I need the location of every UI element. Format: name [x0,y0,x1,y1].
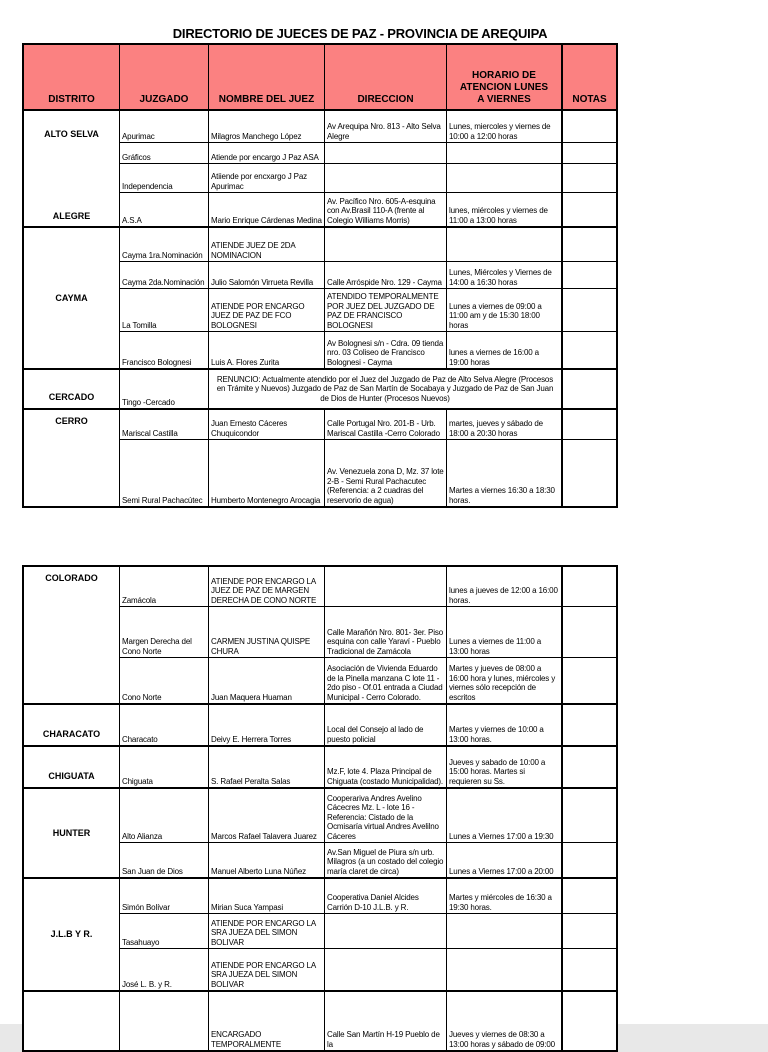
juzgado-cell-text: Apurimac [122,131,155,141]
horario-cell-text: Jueves y sabado de 10:00 a 15:00 horas. Martes si requieren su Ss. [449,757,546,786]
table-row [120,111,616,143]
direccion-cell [325,949,447,990]
horario-cell-text: Martes y miércoles de 16:30 a 19:30 horas. [449,893,552,912]
direccion-cell [325,705,447,745]
juzgado-cell-text: A.S.A [122,215,142,225]
notas-cell [562,111,616,142]
table-row [120,705,616,745]
juzgado-cell-text: Chiguata [122,776,153,786]
horario-cell-text: Martes y viernes de 10:00 a 13:00 horas. [449,725,544,744]
table-block-2 [22,565,618,1052]
direccion-cell-text: Local del Consejo al lado de puesto policial [327,725,424,744]
table-row [120,789,616,843]
horario-cell-text: Lunes, Miércoles y Viernes de 14:00 a 16:30 horas [449,268,552,287]
juzgado-cell [120,789,209,842]
direccion-cell [325,914,447,948]
table-row [120,440,616,506]
direccion-cell-text: Calle Portugal Nro. 201-B - Urb. Mariscal Castilla -Cerro Colorado [327,419,440,438]
horario-cell [447,164,562,192]
juez-cell [209,567,325,606]
juzgado-cell-text: Independencia [122,181,173,191]
juzgado-cell-text: Zamácola [122,595,156,605]
rows-container [120,879,616,990]
table-row [120,607,616,658]
juzgado-cell-text: Mariscal Castilla [122,428,178,438]
juzgado-cell [120,164,209,192]
district-label: ALEGRE [52,211,91,221]
horario-cell [447,658,562,703]
district-label: COLORADO [45,573,98,583]
horario-cell [447,193,562,226]
juez-cell-text: ATIENDE JUEZ DE 2DA NOMINACION [211,241,296,260]
juez-cell-text: Atiiende por encxargo J Paz Apurimac [211,172,308,191]
district-cell [24,567,120,703]
district-cell [24,111,120,226]
direccion-cell [325,843,447,877]
juzgado-cell-text: Cono Norte [122,692,162,702]
district-group [24,228,616,370]
district-label: HUNTER [52,827,91,838]
table-block-1 [22,43,618,508]
horario-cell [447,992,562,1050]
table-body [24,111,616,506]
table-row [120,289,616,332]
notas-cell [562,914,616,948]
juzgado-cell [120,879,209,913]
notas-cell [562,228,616,261]
juez-cell-text: ATIENDE POR ENCARGO LA SRA JUEZA DEL SIMON BOLIVAR [211,918,316,947]
direccion-cell-text: Av Arequipa Nro. 813 - Alto Selva Alegre [327,122,441,141]
direccion-cell [325,440,447,506]
direccion-cell-text: ATENDIDO TEMPORALMENTE POR JUEZ DEL JUZGADO DE PAZ DE FRANCISCO BOLOGNESI [327,292,439,330]
direccion-cell [325,789,447,842]
table-body-continued [24,567,616,1050]
juzgado-cell [120,949,209,990]
juzgado-cell [120,567,209,606]
juzgado-cell [120,228,209,261]
juzgado-cell [120,332,209,368]
table-row [120,747,616,787]
juez-cell-text: ATIENDE POR ENCARGO LA SRA JUEZA DEL SIMON BOLIVAR [211,960,316,989]
district-label: CERCADO [48,392,95,402]
juzgado-cell-text: Simón Bolívar [122,902,170,912]
direccion-cell [325,193,447,226]
direccion-cell-text: Av. Venezuela zona D, Mz. 37 lote 2-B - Semi Rural Pachacutec (Referencia: a 2 cuadras del reservorio de agua) [327,467,444,505]
district-cell [24,879,120,990]
juzgado-cell [120,410,209,439]
rows-container [120,111,616,226]
juez-cell-text: Luis A. Flores Zurita [211,357,279,367]
juez-cell [209,332,325,368]
direccion-cell [325,164,447,192]
juzgado-cell-text: Tingo -Cercado [122,397,175,407]
district-cell [24,789,120,877]
juzgado-cell-text: Cayma 1ra.Nominación [122,250,203,260]
notas-cell [562,843,616,877]
juzgado-cell [120,289,209,331]
district-group [24,992,616,1050]
horario-cell [447,143,562,163]
horario-cell [447,332,562,368]
direccion-cell [325,111,447,142]
notas-cell [562,658,616,703]
direccion-cell [325,607,447,657]
direccion-cell-text: Asociación de Vivienda Eduardo de la Pinella manzana C lote 11 - 2do piso - Of.01 entrada a Ciudad Municipal - Cerro Colorado. [327,664,443,702]
notas-cell [562,410,616,439]
direccion-cell-text: Av Bolognesi s/n - Cdra. 09 tienda nro. 03 Coliseo de Francisco Bolognesi - Cayma [327,338,444,367]
horario-cell [447,262,562,288]
header-cell-horario: HORARIO DE ATENCION LUNES A VIERNES [447,45,562,109]
juez-cell [209,289,325,331]
juzgado-cell-text: Francisco Bolognesi [122,357,192,367]
juzgado-cell [120,370,209,408]
horario-cell-text: martes, jueves y sábado de 18:00 a 20:30 horas [449,419,543,438]
juez-cell [209,607,325,657]
rows-container [120,370,616,408]
juez-cell [209,440,325,506]
horario-cell-text: Lunes, miercoles y viernes de 10:00 a 12:00 horas [449,122,551,141]
table-row [120,567,616,607]
table-row [120,143,616,164]
table-row [120,164,616,193]
horario-cell [447,410,562,439]
table-row [120,949,616,990]
juez-cell [209,164,325,192]
district-group [24,567,616,705]
horario-cell-text: Martes y jueves de 08:00 a 16:00 hora y lunes, miércoles y viernes sólo recepción de escritos [449,664,556,702]
district-group [24,410,616,506]
juez-cell [209,228,325,261]
direccion-cell [325,228,447,261]
juez-cell [209,747,325,787]
horario-cell [447,843,562,877]
district-cell [24,410,120,506]
notas-cell [562,262,616,288]
juez-cell [209,193,325,226]
district-label: ALTO SELVA [44,129,99,139]
rows-container [120,789,616,877]
district-label: CERRO [55,416,88,426]
direccion-cell-text: Av.San Miguel de Piura s/n urb. Milagros (a un costado del colegio maría claret de circa) [327,847,444,876]
header-cell-direccion: DIRECCION [325,45,447,109]
district-group [24,879,616,992]
juzgado-cell [120,262,209,288]
rows-container [120,992,616,1050]
district-label: J.L.B Y R. [50,929,93,939]
horario-cell-text: lunes a jueves de 12:00 a 16:00 horas. [449,586,558,605]
district-group [24,111,616,228]
juez-cell [209,658,325,703]
juzgado-cell [120,143,209,163]
table-row [120,658,616,703]
juez-cell-text: Mario Enrique Cárdenas Medina [211,215,322,225]
table-row [120,370,616,408]
direccion-cell [325,143,447,163]
direccion-cell-text: Calle Marañón Nro. 801- 3er. Piso esquina con calle Yaraví - Pueblo Tradicional de Zamácola [327,627,443,656]
horario-cell-text: Lunes a Viernes 17:00 a 19:30 [449,831,554,841]
horario-cell [447,289,562,331]
horario-cell [447,440,562,506]
direccion-cell-text: Cooperariva Andres Avelino Cácecres Mz. L - lote 16 - Referencia: Cistado de la Ocmisaría virtual Andres Avelilno Cáceres [327,793,439,841]
district-group [24,705,616,747]
horario-cell [447,949,562,990]
header-row [24,45,616,111]
juez-cell-text: Atiende por encargo J Paz ASA [211,152,319,162]
juez-cell-text: CARMEN JUSTINA QUISPE CHURA [211,637,311,656]
juez-cell [209,111,325,142]
horario-cell [447,914,562,948]
juzgado-cell [120,914,209,948]
direccion-cell-text: Av. Pacífico Nro. 605-A-esquina con Av.Brasil 110-A (frente al Colegio Williams Morris) [327,196,436,225]
district-group [24,370,616,410]
horario-cell [447,705,562,745]
table-row [120,193,616,226]
juez-cell [209,262,325,288]
header-cell-distrito: DISTRITO [24,45,120,109]
juez-cell [209,410,325,439]
table-row [120,262,616,289]
table-row [120,879,616,914]
notas-cell [562,370,616,408]
notas-cell [562,164,616,192]
direccion-cell [325,332,447,368]
juzgado-cell [120,111,209,142]
juez-cell-text: Humberto Montenegro Arocagia [211,495,321,505]
juzgado-cell-text: San Juan de Dios [122,866,183,876]
juzgado-cell-text: Tasahuayo [122,937,160,947]
rows-container [120,747,616,787]
juzgado-cell-text: Characato [122,734,158,744]
merged-note-cell [209,370,562,408]
rows-container [120,228,616,368]
notas-cell [562,789,616,842]
juez-cell-text: Marcos Rafael Talavera Juarez [211,831,317,841]
horario-cell [447,789,562,842]
juez-cell [209,949,325,990]
juzgado-cell [120,992,209,1050]
notas-cell [562,440,616,506]
juez-cell-text: ENCARGADO TEMPORALMENTE [211,1030,282,1049]
rows-container [120,567,616,703]
direccion-cell [325,879,447,913]
table-row [120,914,616,949]
notas-cell [562,567,616,606]
notas-cell [562,143,616,163]
direccion-cell [325,747,447,787]
district-group [24,789,616,879]
direccion-cell-text: Calle San Martín H-19 Pueblo de la [327,1030,440,1049]
juzgado-cell [120,843,209,877]
direccion-cell [325,410,447,439]
horario-cell-text: Lunes a Viernes 17:00 a 20:00 [449,866,554,876]
juez-cell [209,143,325,163]
juez-cell-text: ATIENDE POR ENCARGO JUEZ DE PAZ DE FCO BOLOGNESI [211,301,305,330]
horario-cell [447,111,562,142]
juez-cell-text: Juan Ernesto Cáceres Chuquicondor [211,419,288,438]
juez-cell-text: Manuel Alberto Luna Núñez [211,866,306,876]
direccion-cell [325,992,447,1050]
merged-note-cell-text: RENUNCIO: Actualmente atendido por el Juez del Juzgado de Paz de Alto Selva Alegre (Procesos en Trámite y Nuevos) Juzgado de Paz de San Martín de Socabaya y Juzgado de Paz de San Juan de Dios de Hunter (Procesos Nuevos) [216,374,554,403]
direccion-cell-text: Cooperativa Daniel Alcides Carrión D-10 J.L.B. y R. [327,893,419,912]
horario-cell [447,567,562,606]
notas-cell [562,607,616,657]
district-cell [24,705,120,745]
header-cell-notas: NOTAS [562,45,616,109]
district-cell [24,992,120,1050]
juez-cell-text: Juan Maquera Huaman [211,692,292,702]
juzgado-cell-text: Alto Alianza [122,831,163,841]
table-row [120,332,616,368]
direccion-cell [325,289,447,331]
juzgado-cell-text: Gráficos [122,152,151,162]
juzgado-cell-text: Cayma 2da.Nominación [122,277,205,287]
rows-container [120,410,616,506]
district-label: CHARACATO [42,729,101,739]
horario-cell-text: lunes a viernes de 16:00 a 19:00 horas [449,348,539,367]
notas-cell [562,193,616,226]
juez-cell [209,843,325,877]
direccion-cell [325,262,447,288]
juez-cell [209,992,325,1050]
juez-cell-text: Deivy E. Herrera Torres [211,734,291,744]
juez-cell-text: Julio Salomón Virrueta Revilla [211,277,314,287]
juzgado-cell [120,193,209,226]
district-cell [24,370,120,408]
notas-cell [562,992,616,1050]
juez-cell [209,914,325,948]
direccion-cell-text: Calle Arróspide Nro. 129 - Cayma [327,277,442,287]
juzgado-cell [120,658,209,703]
juez-cell-text: ATIENDE POR ENCARGO LA JUEZ DE PAZ DE MARGEN DERECHA DE CONO NORTE [211,576,317,605]
juzgado-cell [120,705,209,745]
table-row [120,410,616,440]
horario-cell-text: Martes a viernes 16:30 a 18:30 horas. [449,486,555,505]
district-cell [24,228,120,368]
horario-cell [447,879,562,913]
header-cell-juzgado: JUZGADO [120,45,209,109]
direccion-cell [325,658,447,703]
juzgado-cell-text: Semi Rural Pachacútec [122,495,203,505]
horario-cell [447,747,562,787]
district-group [24,747,616,789]
district-label: CHIGUATA [48,771,95,781]
notas-cell [562,332,616,368]
notas-cell [562,289,616,331]
direccion-cell-text: Mz.F, lote 4. Plaza Principal de Chiguata (costado Municipalidad). [327,767,444,786]
district-cell [24,747,120,787]
horario-cell-text: lunes, miércoles y viernes de 11:00 a 13:00 horas [449,206,548,225]
juez-cell-text: Mirian Suca Yampasi [211,902,283,912]
juzgado-cell-text: Margen Derecha del Cono Norte [122,637,192,656]
juez-cell-text: Milagros Manchego López [211,131,302,141]
page-title: DIRECTORIO DE JUECES DE PAZ - PROVINCIA DE AREQUIPA [172,26,548,41]
juzgado-cell [120,607,209,657]
header-cell-nombre-del-juez: NOMBRE DEL JUEZ [209,45,325,109]
juzgado-cell [120,440,209,506]
district-label: CAYMA [55,292,88,303]
table-row [120,992,616,1050]
juez-cell [209,705,325,745]
table-row [120,228,616,262]
table-row [120,843,616,877]
notas-cell [562,879,616,913]
horario-cell-text: Lunes a viernes de 11:00 a 13:00 horas [449,637,542,656]
direccion-cell [325,567,447,606]
rows-container [120,705,616,745]
horario-cell [447,228,562,261]
horario-cell-text: Jueves y viernes de 08:30 a 13:00 horas y sábado de 09:00 [449,1030,555,1049]
juzgado-cell [120,747,209,787]
horario-cell [447,607,562,657]
notas-cell [562,949,616,990]
juzgado-cell-text: La Tomilla [122,320,157,330]
juzgado-cell-text: José L. B. y R. [122,979,172,989]
juez-cell [209,879,325,913]
juez-cell [209,789,325,842]
notas-cell [562,705,616,745]
notas-cell [562,747,616,787]
juez-cell-text: S. Rafael Peralta Salas [211,776,291,786]
horario-cell-text: Lunes a viernes de 09:00 a 11:00 am y de 15:30 18:00 horas [449,301,542,330]
